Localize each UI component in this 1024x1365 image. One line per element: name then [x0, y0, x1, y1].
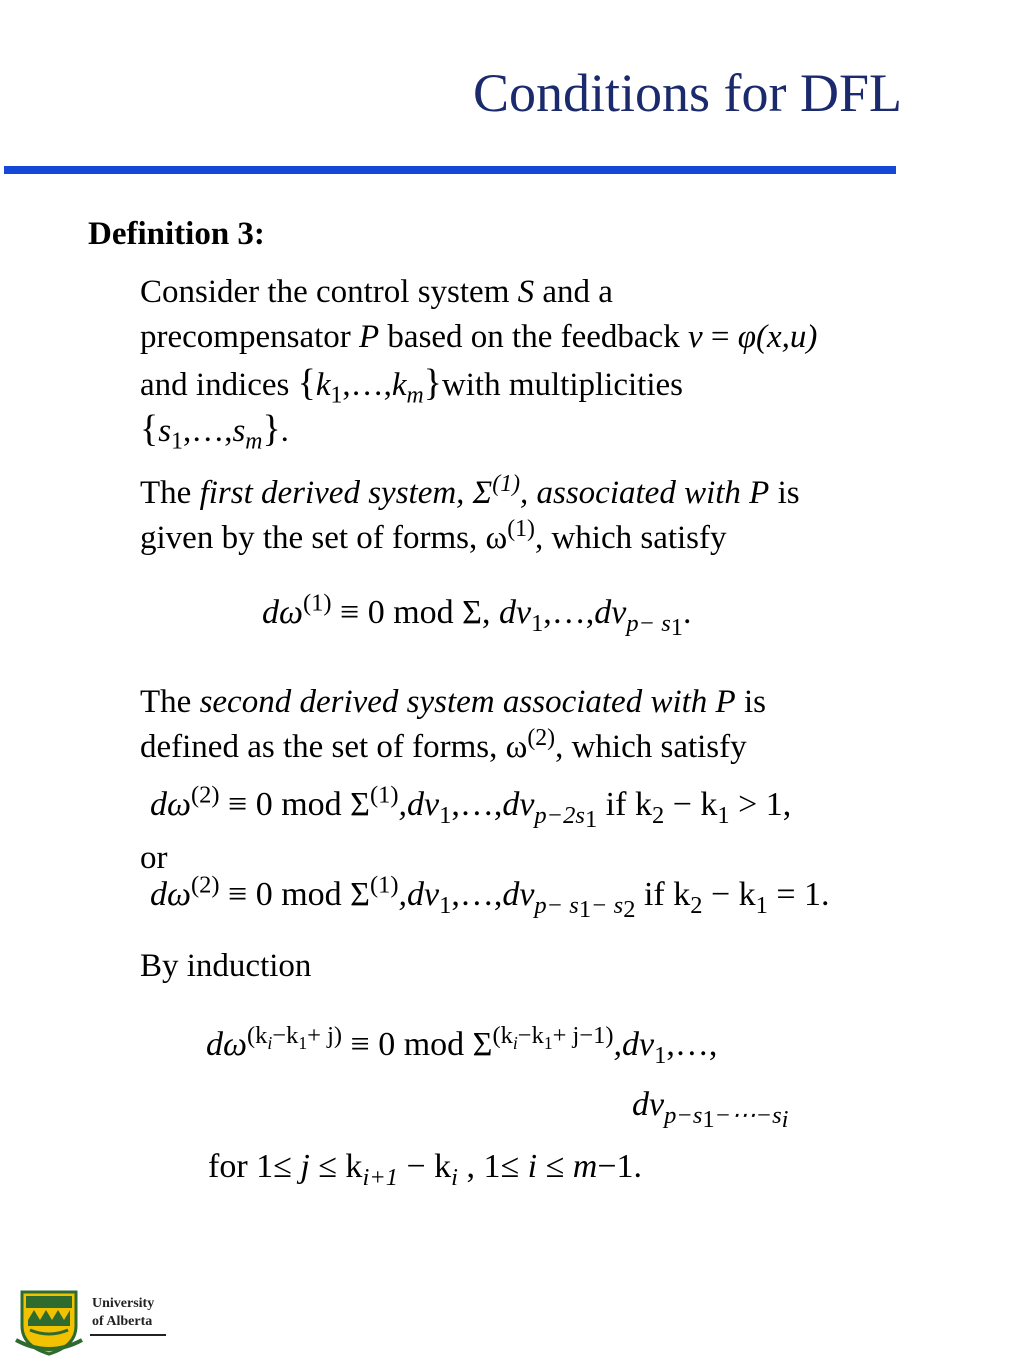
para1-line2: precompensator P based on the feedback v = φ(x,u) — [140, 319, 818, 355]
or-text: or — [140, 840, 168, 876]
equation-first-derived: $d\omega^{(1)} \equiv 0$ mod Σ, $dv_1,\dots,dv_{p- s1}$. — [262, 589, 692, 642]
para2-line1: The first derived system, $\Sigma^{(1)}$, associated with P is — [140, 471, 800, 511]
equation-induction-line2: $dv_{p-s1-\cdots-si}$ — [632, 1086, 789, 1134]
university-name: University of Alberta — [92, 1296, 155, 1329]
slide-title: Conditions for DFL — [472, 63, 902, 123]
definition-heading: Definition 3: — [88, 216, 265, 252]
equation-second-derived-b: $d\omega^{(2)} \equiv 0$ mod $\Sigma^{(1)},dv_1,\dots,dv_{p- s1- s2}$ if $k_2 - k_1 = 1$. — [150, 871, 830, 924]
para1-line4: $\{s_1,\dots,s_m\}$. — [140, 408, 289, 455]
induction-text: By induction — [140, 948, 312, 984]
equation-second-derived-a: $d\omega^{(2)} \equiv 0$ mod $\Sigma^{(1)},dv_1,\dots,dv_{p-2s1}$ if $k_2 - k_1 > 1$, — [150, 781, 792, 834]
para3-line2: defined as the set of forms, $\omega^{(2)}$, which satisfy — [140, 725, 747, 765]
para3-line1: The second derived system associated with P is — [140, 684, 766, 720]
para1-line1: Consider the control system S and a — [140, 274, 613, 310]
para2-line2: given by the set of forms, $\omega^{(1)}$, which satisfy — [140, 516, 727, 556]
equation-induction: $d\omega^{(k_i-k_1+ j)} \equiv 0$ mod $\Sigma^{(k_i-k_1+ j-1)},dv_1,\dots$, — [206, 1021, 718, 1069]
logo-underline — [90, 1334, 166, 1336]
para1-line3: and indices $\{k_1,\dots,k_m\}with$ multiplicities — [140, 362, 683, 409]
title-divider — [4, 166, 896, 174]
equation-range: for $1\le j \le k_{i+1} - k_i$ , 1≤ i ≤ m−1. — [208, 1148, 643, 1191]
